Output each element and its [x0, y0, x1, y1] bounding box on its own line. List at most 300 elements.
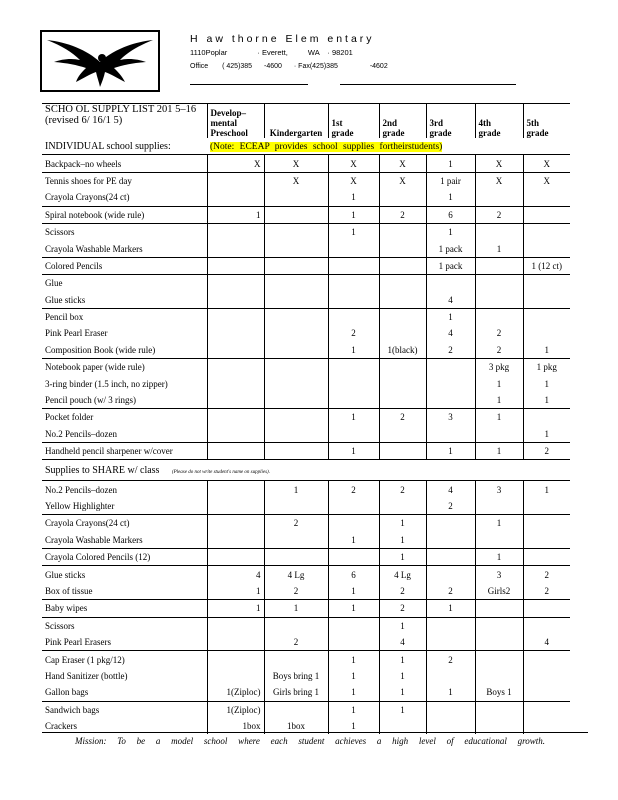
grade-qty — [523, 701, 570, 718]
grade-qty: 2 — [264, 515, 328, 532]
grade-qty: 1 — [475, 375, 523, 391]
grade-qty — [207, 189, 264, 206]
grade-qty — [426, 566, 475, 583]
grade-qty: 1 — [328, 443, 379, 460]
grade-qty — [207, 634, 264, 651]
grade-qty — [264, 240, 328, 257]
grade-qty — [264, 426, 328, 443]
grade-qty — [207, 515, 264, 532]
grade-qty: 1 — [426, 155, 475, 172]
grade-qty: 1 — [379, 548, 426, 565]
grade-qty — [379, 308, 426, 325]
grade-qty — [426, 617, 475, 634]
col-preschool: Develop– mental Preschool — [207, 104, 264, 139]
grade-qty — [207, 359, 264, 376]
grade-qty: 1 — [264, 481, 328, 498]
grade-qty — [264, 392, 328, 409]
grade-qty: 1 — [207, 583, 264, 600]
grade-qty — [523, 617, 570, 634]
grade-qty — [523, 325, 570, 341]
grade-qty: 1 — [328, 189, 379, 206]
grade-qty: 1(Ziploc) — [207, 684, 264, 701]
grade-qty: 2 — [475, 206, 523, 223]
grade-qty — [328, 257, 379, 274]
grade-qty: 2 — [264, 634, 328, 651]
grade-qty — [207, 308, 264, 325]
grade-qty — [475, 532, 523, 549]
grade-qty — [328, 375, 379, 391]
grade-qty — [426, 668, 475, 684]
grade-qty — [207, 426, 264, 443]
grade-qty — [264, 206, 328, 223]
table-row — [42, 292, 570, 309]
grade-qty — [328, 548, 379, 565]
grade-qty — [207, 223, 264, 240]
grade-qty: X — [379, 155, 426, 172]
grade-qty — [264, 617, 328, 634]
grade-qty: X — [328, 172, 379, 189]
col-4th: 4th grade — [475, 104, 523, 139]
grade-qty: 1 — [475, 240, 523, 257]
table-row — [42, 684, 570, 701]
grade-qty — [264, 342, 328, 359]
table-row — [42, 532, 570, 549]
grade-qty — [475, 275, 523, 292]
individual-heading: INDIVIDUAL school supplies: — [45, 140, 171, 152]
grade-qty: 2 — [426, 498, 475, 515]
grade-qty — [379, 257, 426, 274]
grade-qty — [264, 375, 328, 391]
grade-qty — [475, 617, 523, 634]
grade-qty — [426, 392, 475, 409]
table-row — [42, 701, 570, 718]
item-name: Box of tissue — [45, 585, 93, 596]
table-row — [42, 566, 570, 583]
grade-qty — [475, 701, 523, 718]
grade-qty — [426, 634, 475, 651]
grade-qty: 1 — [523, 375, 570, 391]
grade-qty: 1 — [379, 515, 426, 532]
grade-qty — [207, 172, 264, 189]
grade-qty: 2 — [475, 325, 523, 341]
grade-qty: 4 — [207, 566, 264, 583]
grade-qty: 1 pack — [426, 257, 475, 274]
grade-qty — [475, 257, 523, 274]
grade-qty: 1 — [379, 668, 426, 684]
grade-qty — [207, 275, 264, 292]
grade-qty — [475, 426, 523, 443]
office-phone: ( 425)385 — [222, 63, 253, 70]
grade-qty: X — [523, 172, 570, 189]
office-ext: -4600 — [264, 63, 282, 70]
grade-qty — [207, 342, 264, 359]
grade-qty — [379, 392, 426, 409]
item-name: No.2 Pencils–dozen — [45, 428, 117, 439]
grade-qty: 1 — [475, 443, 523, 460]
item-name: 3-ring binder (1.5 inch, no zipper) — [45, 378, 168, 389]
grade-qty: 2 — [523, 443, 570, 460]
table-head — [42, 104, 570, 155]
grade-qty: 1 — [328, 532, 379, 549]
share-head — [42, 460, 570, 481]
individual-supplies — [42, 155, 570, 460]
shared-supplies — [42, 481, 570, 734]
item-name: Gallon bags — [45, 687, 89, 698]
grade-qty: X — [264, 172, 328, 189]
grade-qty — [328, 617, 379, 634]
table-row — [42, 548, 570, 565]
grade-qty: Girls2 — [475, 583, 523, 600]
grade-qty — [379, 426, 426, 443]
mission-statement: Mission: To be a model school where each student achieves a high level of educational growth. — [75, 736, 545, 746]
share-heading-cell — [42, 460, 570, 481]
grade-qty: Boys bring 1 — [264, 668, 328, 684]
grade-qty — [475, 634, 523, 651]
table-row — [42, 600, 570, 617]
grade-qty — [328, 240, 379, 257]
grade-qty — [379, 189, 426, 206]
grade-qty — [328, 292, 379, 309]
grade-qty: 3 — [426, 409, 475, 426]
grade-qty: 1box — [264, 718, 328, 734]
table-row — [42, 583, 570, 600]
footer-rule — [42, 732, 588, 733]
table-row — [42, 426, 570, 443]
grade-qty: 1 (12 ct) — [523, 257, 570, 274]
individual-heading-row — [42, 138, 570, 155]
item-name: Pocket folder — [42, 409, 207, 426]
grade-qty: 3 — [475, 481, 523, 498]
fax-label: · Fax(425)385 — [293, 63, 338, 70]
share-heading-row — [42, 460, 570, 481]
item-name: Spiral notebook (wide rule) — [42, 206, 207, 223]
grade-qty: 1 — [328, 409, 379, 426]
grade-qty: 2 — [426, 583, 475, 600]
table-row — [42, 443, 570, 460]
grade-qty — [475, 308, 523, 325]
grade-qty — [379, 275, 426, 292]
share-note: (Please do not write student's name on supplies). — [171, 469, 270, 475]
table-row — [42, 515, 570, 532]
grade-qty: 6 — [426, 206, 475, 223]
grade-qty: 1 — [379, 532, 426, 549]
item-name: Pink Pearl Erasers — [45, 637, 111, 648]
grade-qty — [207, 498, 264, 515]
item-name: Crayola Crayons(24 ct) — [45, 192, 130, 203]
grade-qty — [426, 515, 475, 532]
grade-qty — [264, 189, 328, 206]
grade-qty — [379, 359, 426, 376]
grade-qty: Boys 1 — [475, 684, 523, 701]
grade-qty: 1 — [264, 600, 328, 617]
grade-qty: 1 — [426, 684, 475, 701]
grade-qty: 1 pack — [426, 240, 475, 257]
grade-qty: 1 — [328, 206, 379, 223]
grade-qty: 1 pkg — [523, 359, 570, 376]
item-name: Scissors — [42, 223, 207, 240]
grade-qty — [523, 548, 570, 565]
grade-qty: X — [264, 155, 328, 172]
grade-qty: 2 — [328, 325, 379, 341]
grade-qty: 4 — [426, 481, 475, 498]
item-name: Pencil pouch (w/ 3 rings) — [45, 395, 136, 406]
grade-qty — [426, 375, 475, 391]
grade-qty — [379, 292, 426, 309]
item-name: Scissors — [42, 617, 207, 634]
table-row — [42, 275, 570, 292]
item-name: Crayola Colored Pencils (12) — [42, 548, 207, 565]
col-3rd: 3rd grade — [426, 104, 475, 139]
grade-qty: 1 — [379, 701, 426, 718]
grade-qty: 2 — [379, 206, 426, 223]
grade-qty — [207, 325, 264, 341]
grade-qty: 1 — [379, 617, 426, 634]
school-contact — [190, 60, 388, 74]
grade-qty: 4 — [426, 292, 475, 309]
address-city: · Everett, — [257, 48, 288, 57]
grade-qty — [523, 189, 570, 206]
grade-qty — [426, 426, 475, 443]
grade-qty: 2 — [426, 342, 475, 359]
item-name: Crayola Washable Markers — [45, 243, 143, 254]
table-row — [42, 342, 570, 359]
grade-qty: 2 — [328, 481, 379, 498]
item-name: Glue sticks — [45, 294, 86, 305]
grade-qty: 1 — [328, 600, 379, 617]
grade-qty: 4 — [379, 634, 426, 651]
grade-qty — [523, 240, 570, 257]
grade-qty — [523, 292, 570, 309]
table-row — [42, 206, 570, 223]
grade-qty — [523, 684, 570, 701]
table-row — [42, 325, 570, 341]
grade-qty: 1 pair — [426, 172, 475, 189]
grade-qty: 1 — [328, 223, 379, 240]
item-name: Composition Book (wide rule) — [45, 344, 156, 355]
school-name: H aw thorne Elem entary — [190, 33, 375, 45]
item-name: Glue — [42, 275, 207, 292]
supply-table — [42, 103, 570, 734]
grade-qty — [523, 206, 570, 223]
item-name: No.2 Pencils–dozen — [42, 481, 207, 498]
item-name: Hand Sanitizer (bottle) — [45, 670, 128, 681]
grade-qty: X — [379, 172, 426, 189]
grade-qty: 1box — [207, 718, 264, 734]
grade-qty: 4 — [523, 634, 570, 651]
grade-qty — [523, 409, 570, 426]
item-name: Crackers — [45, 721, 77, 732]
grade-qty — [264, 292, 328, 309]
table-row — [42, 223, 570, 240]
col-1st: 1st grade — [328, 104, 379, 139]
col-2nd: 2nd grade — [379, 104, 426, 139]
grade-qty — [523, 498, 570, 515]
grade-qty — [264, 359, 328, 376]
grade-qty — [475, 223, 523, 240]
grade-qty — [264, 701, 328, 718]
table-row — [42, 155, 570, 172]
eagle-logo — [40, 30, 160, 92]
grade-qty — [264, 223, 328, 240]
grade-qty — [475, 600, 523, 617]
grade-qty: 1 — [523, 392, 570, 409]
grade-qty — [523, 651, 570, 668]
grade-qty: 1 — [426, 189, 475, 206]
grade-qty — [264, 275, 328, 292]
grade-qty — [426, 532, 475, 549]
grade-qty — [523, 275, 570, 292]
grade-qty: 2 — [523, 583, 570, 600]
table-row — [42, 498, 570, 515]
item-name: Handheld pencil sharpener w/cover — [42, 443, 207, 460]
grade-qty: 1 — [207, 600, 264, 617]
col-kindergarten: Kindergarten — [264, 104, 328, 139]
grade-qty — [264, 498, 328, 515]
grade-qty: X — [475, 172, 523, 189]
grade-qty — [328, 426, 379, 443]
grade-qty: 1 — [475, 548, 523, 565]
grade-qty: 1 — [328, 718, 379, 734]
grade-qty: 4 Lg — [264, 566, 328, 583]
grade-qty — [379, 443, 426, 460]
item-name: Colored Pencils — [42, 257, 207, 274]
grade-qty — [207, 240, 264, 257]
grade-qty — [264, 325, 328, 341]
grade-qty: 1 — [475, 515, 523, 532]
list-revised: (revised 6/ 16/1 5) — [45, 115, 123, 126]
grade-qty — [379, 223, 426, 240]
office-label: Office — [190, 63, 209, 70]
grade-qty: 1 — [523, 481, 570, 498]
grade-qty — [264, 257, 328, 274]
table-row — [42, 359, 570, 376]
grade-qty: X — [523, 155, 570, 172]
item-name: Yellow Highlighter — [45, 501, 115, 511]
header-rule-right — [340, 84, 516, 85]
item-name: Notebook paper (wide rule) — [42, 359, 207, 376]
grade-qty — [523, 515, 570, 532]
grade-qty: 3 pkg — [475, 359, 523, 376]
grade-qty — [328, 498, 379, 515]
school-header — [190, 32, 388, 74]
table-row — [42, 481, 570, 498]
grade-qty — [264, 532, 328, 549]
address-state: WA — [307, 48, 320, 57]
grade-qty — [207, 668, 264, 684]
grade-qty — [207, 409, 264, 426]
grade-qty — [426, 701, 475, 718]
grade-qty: 2 — [523, 566, 570, 583]
grade-qty — [379, 240, 426, 257]
grade-qty — [475, 668, 523, 684]
grade-qty — [328, 515, 379, 532]
grade-qty — [264, 651, 328, 668]
grade-qty: 1 — [328, 651, 379, 668]
table-row — [42, 172, 570, 189]
table-row — [42, 257, 570, 274]
grade-qty: 1 — [426, 600, 475, 617]
grade-qty: 1 — [475, 392, 523, 409]
grade-qty — [328, 634, 379, 651]
grade-qty: 2 — [379, 583, 426, 600]
grade-qty — [523, 308, 570, 325]
grade-qty: 1 — [328, 701, 379, 718]
grade-qty — [426, 548, 475, 565]
grade-qty: 6 — [328, 566, 379, 583]
item-name: Glue sticks — [42, 566, 207, 583]
grade-qty — [264, 548, 328, 565]
grade-qty: 2 — [264, 583, 328, 600]
grade-qty — [207, 375, 264, 391]
table-row — [42, 240, 570, 257]
grade-qty — [264, 443, 328, 460]
grade-qty — [207, 481, 264, 498]
grade-qty — [379, 498, 426, 515]
grade-qty — [207, 617, 264, 634]
grade-qty — [264, 308, 328, 325]
grade-qty: 1 — [426, 308, 475, 325]
grade-qty — [328, 392, 379, 409]
grade-qty: Girls bring 1 — [264, 684, 328, 701]
grade-qty — [207, 651, 264, 668]
table-row — [42, 189, 570, 206]
grade-qty: 2 — [379, 409, 426, 426]
grade-qty: 1 — [379, 684, 426, 701]
grade-qty — [207, 548, 264, 565]
grade-qty: 1 — [379, 651, 426, 668]
item-name: Crayola Crayons(24 ct) — [42, 515, 207, 532]
table-row — [42, 668, 570, 684]
item-name: Baby wipes — [42, 600, 207, 617]
grade-qty: 1 — [523, 342, 570, 359]
grade-qty — [207, 532, 264, 549]
grade-qty: 1 — [328, 684, 379, 701]
item-name: Pink Pearl Eraser — [45, 328, 108, 339]
grade-qty: X — [475, 155, 523, 172]
table-row — [42, 308, 570, 325]
school-address — [190, 46, 388, 60]
grade-qty — [475, 292, 523, 309]
grade-qty: X — [207, 155, 264, 172]
grade-qty: 3 — [475, 566, 523, 583]
table-row — [42, 634, 570, 651]
grade-qty — [207, 443, 264, 460]
address-street: 1110Poplar — [190, 48, 228, 57]
grade-qty: X — [328, 155, 379, 172]
grade-qty — [523, 600, 570, 617]
fax-ext: -4602 — [369, 63, 388, 70]
header-row — [42, 104, 570, 139]
grade-qty — [264, 409, 328, 426]
grade-qty: 4 — [426, 325, 475, 341]
item-name: Crayola Washable Markers — [45, 534, 143, 545]
grade-qty — [475, 189, 523, 206]
grade-qty: 1 — [426, 223, 475, 240]
grade-qty — [207, 257, 264, 274]
grade-qty — [523, 223, 570, 240]
note-cell — [207, 138, 570, 155]
item-name: Tennis shoes for PE day — [42, 172, 207, 189]
grade-qty: 2 — [426, 651, 475, 668]
grade-qty: 1(Ziploc) — [207, 701, 264, 718]
grade-qty: 1 — [328, 668, 379, 684]
item-name: Sandwich bags — [42, 701, 207, 718]
share-heading: Supplies to SHARE w/ class — [45, 464, 160, 476]
grade-qty — [379, 325, 426, 341]
grade-qty — [207, 292, 264, 309]
item-name: Pencil box — [42, 308, 207, 325]
grade-qty — [475, 651, 523, 668]
